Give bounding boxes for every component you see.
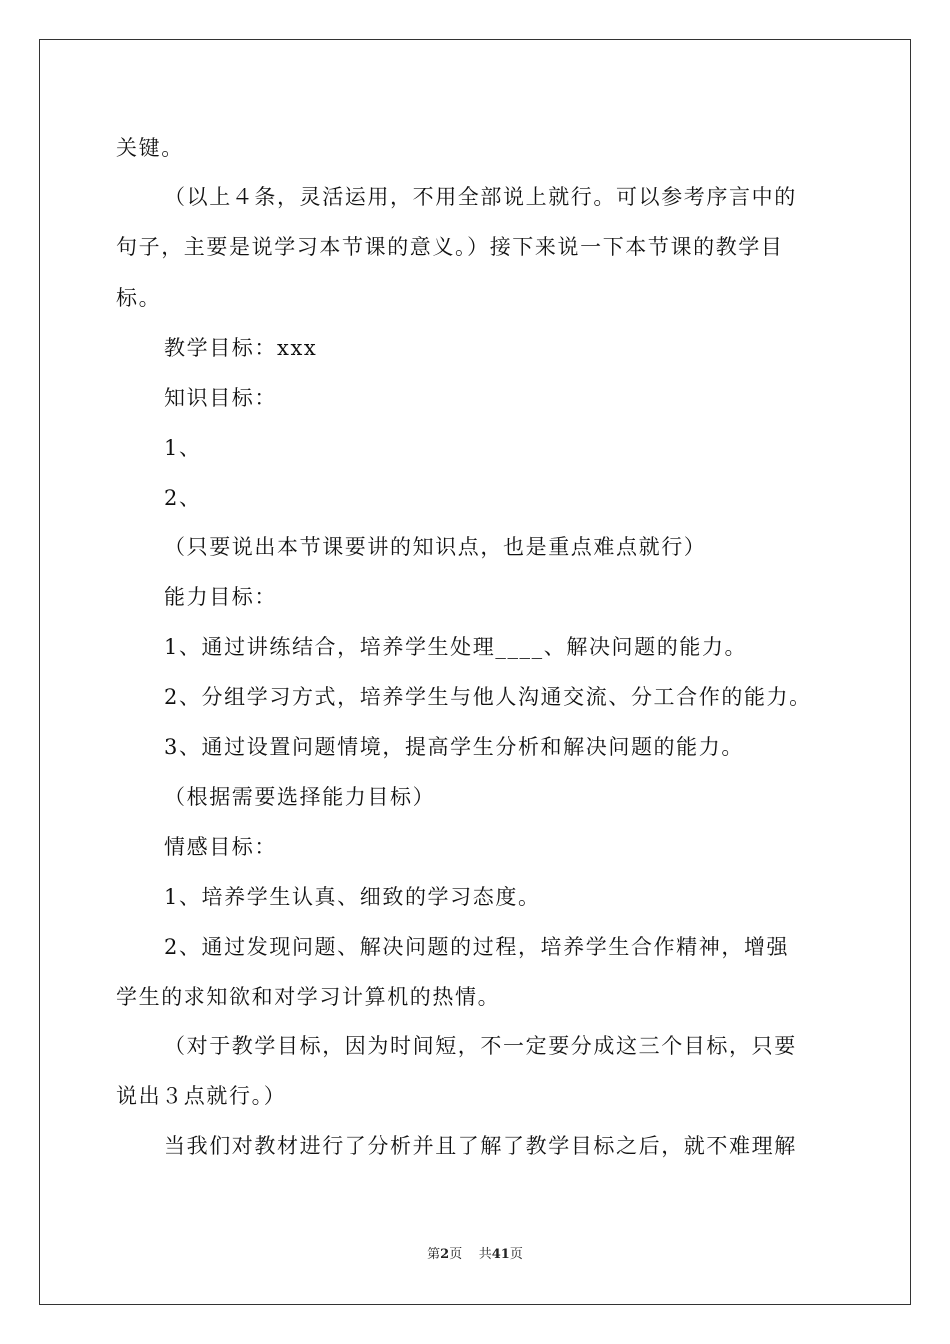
text-line: 情感目标： <box>164 835 277 859</box>
text-line: （对于教学目标，因为时间短，不一定要分成这三个目标，只要 <box>164 1034 797 1058</box>
text-line: （以上４条，灵活运用，不用全部说上就行。可以参考序言中的 <box>164 185 797 209</box>
text-line: 学生的求知欲和对学习计算机的热情。 <box>116 985 501 1009</box>
text-line: （只要说出本节课要讲的知识点，也是重点难点就行） <box>164 535 707 559</box>
total-prefix: 共 <box>478 1247 492 1262</box>
page-number: 2 <box>440 1247 450 1262</box>
text-line: 知识目标： <box>164 386 277 410</box>
text-line: 2、通过发现问题、解决问题的过程，培养学生合作精神，增强 <box>164 935 790 959</box>
text-line: 关键。 <box>116 136 184 160</box>
total-suffix: 页 <box>509 1247 523 1262</box>
page-border <box>39 39 911 1305</box>
text-line: 教学目标：xxx <box>164 336 318 360</box>
text-line: 3、通过设置问题情境，提高学生分析和解决问题的能力。 <box>164 735 744 759</box>
text-line: 说出３点就行。） <box>116 1084 287 1108</box>
text-line: 能力目标： <box>164 585 277 609</box>
page-suffix: 页 <box>449 1247 463 1262</box>
total-pages: 41 <box>491 1247 510 1262</box>
text-line: 当我们对教材进行了分析并且了解了教学目标之后，就不难理解 <box>164 1134 797 1158</box>
page-prefix: 第 <box>427 1247 441 1262</box>
text-line: 1、通过讲练结合，培养学生处理____、解决问题的能力。 <box>164 635 748 659</box>
page-footer <box>0 1246 950 1264</box>
text-line: （根据需要选择能力目标） <box>164 785 436 809</box>
text-line: 句子，主要是说学习本节课的意义。）接下来说一下本节课的教学目 <box>116 235 784 259</box>
text-line: 2、 <box>164 486 202 510</box>
text-line: 1、培养学生认真、细致的学习态度。 <box>164 885 541 909</box>
text-line: 2、分组学习方式，培养学生与他人沟通交流、分工合作的能力。 <box>164 685 812 709</box>
text-line: 1、 <box>164 436 202 460</box>
text-line: 标。 <box>116 286 162 310</box>
